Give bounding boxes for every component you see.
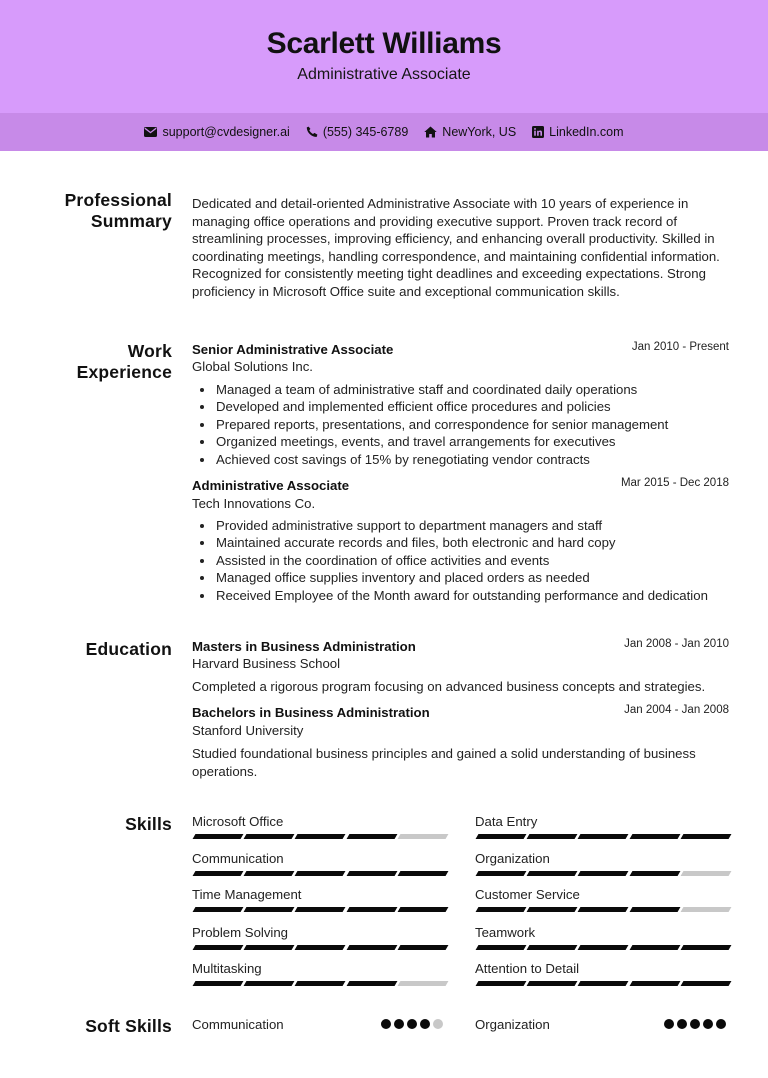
- skill-name: Customer Service: [475, 887, 580, 902]
- skill-level-segment: [295, 907, 346, 912]
- job-date: Mar 2015 - Dec 2018: [620, 477, 729, 489]
- skill-name: Microsoft Office: [192, 814, 284, 829]
- envelope-icon: [144, 127, 157, 137]
- skill-level-segment: [295, 834, 346, 839]
- soft-skills-section-title: Soft Skills: [85, 1016, 172, 1036]
- skill-level-bar: [194, 945, 447, 950]
- soft-skill-name: Communication: [192, 1017, 284, 1032]
- skill-level-segment: [680, 907, 731, 912]
- job-title: Senior Administrative Associate: [192, 342, 394, 357]
- skill-level-segment: [244, 981, 295, 986]
- rating-dot: [394, 1019, 404, 1029]
- skill-level-segment: [244, 907, 295, 912]
- skills-section-title: Skills: [125, 814, 172, 834]
- skill-level-segment: [680, 945, 731, 950]
- rating-dot: [716, 1019, 726, 1029]
- candidate-name: Scarlett Williams: [266, 27, 502, 60]
- home-icon: [424, 126, 437, 138]
- list-item: • Provided administrative support to department managers and staff: [215, 517, 735, 534]
- skill-level-segment: [244, 871, 295, 876]
- rating-dot: [703, 1019, 713, 1029]
- job-company: Global Solutions Inc.: [192, 359, 313, 374]
- skill-level-segment: [397, 834, 448, 839]
- summary-title-line2: Summary: [90, 211, 172, 231]
- candidate-role: Administrative Associate: [297, 66, 471, 83]
- experience-title-line2: Experience: [76, 362, 172, 382]
- contact-linkedin-text: LinkedIn.com: [549, 125, 624, 139]
- list-item: • Organized meetings, events, and travel arrangements for executives: [215, 433, 735, 450]
- summary-title-line1: Professional: [64, 190, 172, 210]
- skill-level-segment: [578, 871, 629, 876]
- skill-level-segment: [527, 871, 578, 876]
- skill-name: Teamwork: [475, 925, 536, 940]
- skill-level-bar: [477, 907, 730, 912]
- education-date: Jan 2008 - Jan 2010: [624, 638, 729, 650]
- skill-level-segment: [629, 907, 680, 912]
- skill-level-segment: [476, 907, 527, 912]
- skill-level-bar: [194, 907, 447, 912]
- job-company: Tech Innovations Co.: [192, 496, 316, 511]
- skill-level-segment: [578, 945, 629, 950]
- linkedin-icon: [532, 126, 544, 138]
- contact-location: [424, 125, 516, 139]
- contact-email[interactable]: [144, 125, 289, 139]
- skill-level-segment: [397, 871, 448, 876]
- skill-level-segment: [476, 981, 527, 986]
- skill-level-segment: [397, 981, 448, 986]
- skill-level-segment: [527, 981, 578, 986]
- skill-level-segment: [629, 981, 680, 986]
- skill-level-segment: [193, 871, 244, 876]
- list-item: • Assisted in the coordination of office activities and events: [215, 552, 735, 569]
- rating-dot: [381, 1019, 391, 1029]
- summary-section-title: [40, 190, 172, 232]
- contact-bar: [0, 113, 768, 151]
- rating-dot: [690, 1019, 700, 1029]
- skill-name: Attention to Detail: [475, 961, 580, 976]
- skill-name: Data Entry: [475, 814, 538, 829]
- rating-dot: [433, 1019, 443, 1029]
- school-name: Harvard Business School: [192, 656, 341, 671]
- skill-level-segment: [527, 834, 578, 839]
- soft-skill-rating: [664, 1019, 726, 1029]
- job-bullets: [215, 381, 735, 468]
- skill-name: Multitasking: [192, 961, 262, 976]
- skill-level-segment: [629, 945, 680, 950]
- list-item: • Prepared reports, presentations, and correspondence for senior management: [215, 416, 735, 433]
- skill-level-segment: [295, 981, 346, 986]
- skill-level-segment: [629, 834, 680, 839]
- education-section-title: Education: [85, 639, 172, 659]
- experience-title-line1: Work: [127, 341, 172, 361]
- list-item: • Received Employee of the Month award for outstanding performance and dedication: [215, 587, 735, 604]
- rating-dot: [420, 1019, 430, 1029]
- contact-phone[interactable]: [306, 125, 408, 139]
- skill-name: Organization: [475, 851, 550, 866]
- rating-dot: [677, 1019, 687, 1029]
- list-item: • Managed office supplies inventory and placed orders as needed: [215, 569, 735, 586]
- skill-level-segment: [578, 981, 629, 986]
- summary-text: Dedicated and detail-oriented Administrative Associate with 10 years of experience in managing office operations and providing executive support. Proven track record of streamlining processes, improving efficiency, and enhancing overall productivity. Skilled in coordinating meetings, handling correspondence, and maintaining confidential information. Recognized for consistently meeting tight deadlines and exceeding expectations. Strong proficiency in Microsoft Office suite and exceptional communication skills.: [192, 196, 720, 299]
- skill-level-segment: [244, 834, 295, 839]
- phone-icon: [306, 126, 318, 138]
- education-description: Studied foundational business principles and gained a solid understanding of business operations.: [192, 746, 696, 779]
- skill-level-bar: [477, 945, 730, 950]
- rating-dot: [407, 1019, 417, 1029]
- list-item: • Achieved cost savings of 15% by renegotiating vendor contracts: [215, 451, 735, 468]
- skill-level-segment: [346, 834, 397, 839]
- contact-linkedin[interactable]: [532, 125, 623, 139]
- skill-level-bar: [194, 834, 447, 839]
- skill-level-segment: [346, 871, 397, 876]
- degree-title: Masters in Business Administration: [192, 639, 416, 654]
- list-item: • Developed and implemented efficient office procedures and policies: [215, 398, 735, 415]
- degree-title: Bachelors in Business Administration: [192, 705, 430, 720]
- school-name: Stanford University: [192, 723, 304, 738]
- skill-level-segment: [397, 907, 448, 912]
- skill-level-segment: [346, 945, 397, 950]
- skill-level-segment: [397, 945, 448, 950]
- contact-phone-text: (555) 345-6789: [322, 125, 409, 139]
- skill-level-segment: [295, 871, 346, 876]
- skill-level-segment: [193, 981, 244, 986]
- skill-name: Time Management: [192, 887, 302, 902]
- skill-level-segment: [578, 907, 629, 912]
- soft-skill-rating: [381, 1019, 443, 1029]
- skill-level-bar: [477, 871, 730, 876]
- skill-name: Communication: [192, 851, 284, 866]
- contact-location-text: NewYork, US: [442, 125, 517, 139]
- skill-level-segment: [680, 834, 731, 839]
- skill-level-segment: [346, 907, 397, 912]
- skill-level-segment: [527, 907, 578, 912]
- soft-skill-name: Organization: [475, 1017, 550, 1032]
- list-item: • Maintained accurate records and files, both electronic and hard copy: [215, 534, 735, 551]
- list-item: • Managed a team of administrative staff and coordinated daily operations: [215, 381, 735, 398]
- skill-level-segment: [680, 871, 731, 876]
- skill-level-segment: [527, 945, 578, 950]
- skill-level-bar: [194, 981, 447, 986]
- skill-level-segment: [476, 871, 527, 876]
- skill-name: Problem Solving: [192, 925, 289, 940]
- skill-level-segment: [295, 945, 346, 950]
- experience-section-title: [40, 341, 172, 383]
- skill-level-bar: [477, 834, 730, 839]
- job-bullets: [215, 517, 735, 604]
- skill-level-segment: [193, 907, 244, 912]
- skill-level-segment: [244, 945, 295, 950]
- skill-level-segment: [629, 871, 680, 876]
- job-date: Jan 2010 - Present: [631, 341, 729, 353]
- skill-level-segment: [476, 945, 527, 950]
- skill-level-segment: [578, 834, 629, 839]
- skill-level-segment: [476, 834, 527, 839]
- contact-email-text: support@cvdesigner.ai: [162, 125, 290, 139]
- skill-level-segment: [346, 981, 397, 986]
- education-date: Jan 2004 - Jan 2008: [624, 704, 729, 716]
- skill-level-segment: [193, 834, 244, 839]
- skill-level-segment: [680, 981, 731, 986]
- job-title: Administrative Associate: [192, 478, 350, 493]
- education-description: Completed a rigorous program focusing on advanced business concepts and strategies.: [192, 679, 706, 694]
- skill-level-segment: [193, 945, 244, 950]
- rating-dot: [664, 1019, 674, 1029]
- skill-level-bar: [477, 981, 730, 986]
- resume-header: [0, 0, 768, 113]
- skill-level-bar: [194, 871, 447, 876]
